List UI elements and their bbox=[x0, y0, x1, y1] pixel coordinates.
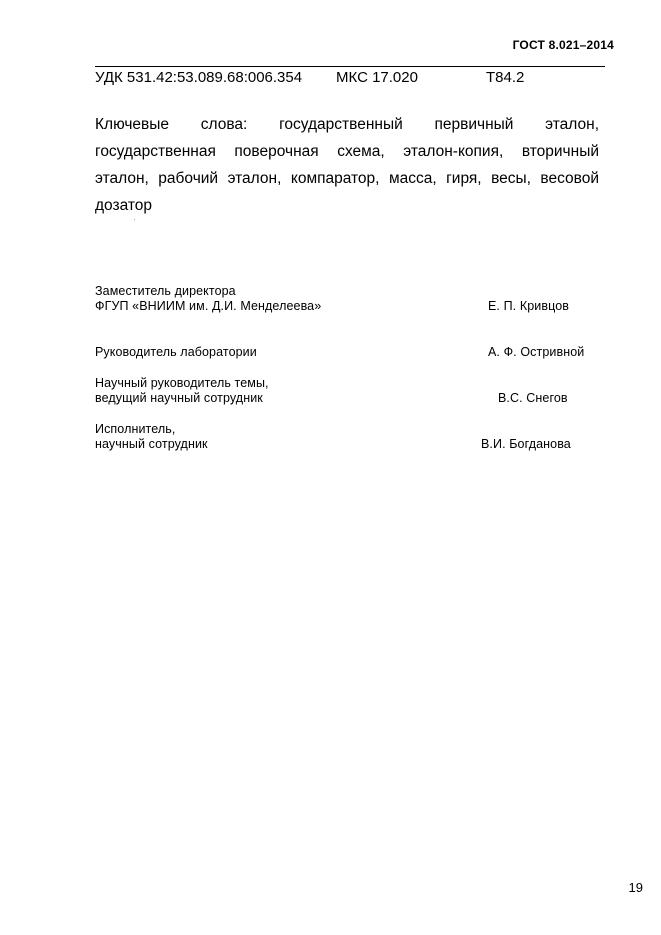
signature-name: Е. П. Кривцов bbox=[488, 299, 569, 313]
mks-code: МКС 17.020 bbox=[336, 69, 418, 86]
page-number: 19 bbox=[628, 880, 643, 895]
scan-speck bbox=[134, 219, 135, 220]
signature-position: Руководитель лаборатории bbox=[95, 345, 257, 359]
okp-code: Т84.2 bbox=[486, 69, 525, 86]
standard-code: ГОСТ 8.021–2014 bbox=[512, 38, 614, 52]
signature-position: Заместитель директора bbox=[95, 284, 236, 298]
signature-name: В.И. Богданова bbox=[481, 437, 571, 451]
signature-position: научный сотрудник bbox=[95, 437, 208, 451]
signature-position: ведущий научный сотрудник bbox=[95, 391, 263, 405]
signature-name: А. Ф. Остривной bbox=[488, 345, 585, 359]
keywords-paragraph: Ключевые слова: государственный первичный эталон, государственная поверочная схема, эталон-копия, вторичный эталон, рабочий эталон, компаратор, масса, гиря, весы, весовой дозатор bbox=[95, 116, 599, 214]
signature-position: Исполнитель, bbox=[95, 422, 176, 436]
classification-row bbox=[95, 66, 605, 87]
signature-position: ФГУП «ВНИИМ им. Д.И. Менделеева» bbox=[95, 299, 322, 313]
signature-position: Научный руководитель темы, bbox=[95, 376, 269, 390]
signature-name: В.С. Снегов bbox=[498, 391, 568, 405]
udc-code: УДК 531.42:53.089.68:006.354 bbox=[95, 69, 303, 86]
